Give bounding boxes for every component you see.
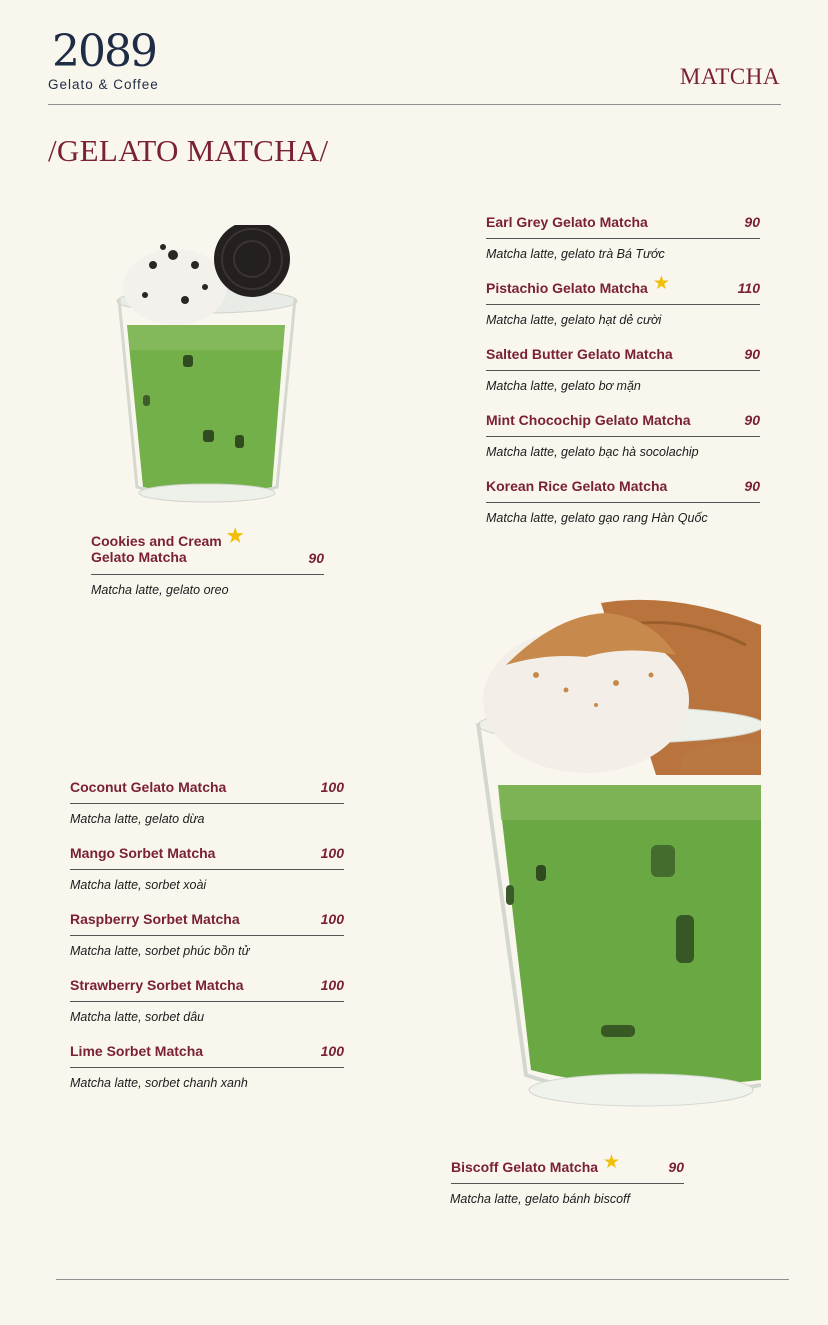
menu-item-price: 100	[320, 1043, 344, 1059]
star-icon: ★	[652, 273, 670, 294]
menu-item-name: Pistachio Gelato Matcha	[486, 280, 648, 296]
menu-item-name: Cookies and Cream	[91, 533, 222, 549]
menu-item-salted-butter	[486, 346, 760, 393]
menu-item-description: Matcha latte, sorbet xoài	[70, 878, 207, 892]
menu-item-earl-grey	[486, 214, 760, 261]
cookies-cream-matcha-image	[115, 225, 300, 510]
menu-item-mango	[70, 845, 344, 892]
footer-divider	[56, 1279, 789, 1280]
brand-logo: 2089	[52, 26, 156, 77]
menu-item-raspberry	[70, 911, 344, 958]
menu-item-lime	[70, 1043, 344, 1090]
menu-item-name: Earl Grey Gelato Matcha	[486, 214, 648, 230]
menu-item-name: Biscoff Gelato Matcha	[451, 1159, 599, 1175]
section-title: /GELATO MATCHA/	[48, 133, 329, 168]
menu-item-price: 90	[744, 478, 760, 494]
menu-item-description: Matcha latte, gelato dừa	[70, 812, 205, 826]
menu-item-name: Salted Butter Gelato Matcha	[486, 346, 673, 362]
menu-item-korean-rice	[486, 478, 760, 525]
menu-item-name: Mango Sorbet Matcha	[70, 845, 216, 861]
menu-item-price: 90	[744, 346, 760, 362]
menu-item-description: Matcha latte, gelato gạo rang Hàn Quốc	[486, 511, 708, 525]
menu-item-strawberry	[70, 977, 344, 1024]
menu-item-price: 100	[320, 911, 344, 927]
header-divider	[48, 104, 781, 105]
menu-item-name: Raspberry Sorbet Matcha	[70, 911, 240, 927]
menu-item-description: Matcha latte, gelato trà Bá Tước	[486, 247, 665, 261]
menu-item-description: Matcha latte, gelato bạc hà socolachip	[486, 445, 699, 459]
menu-item-price: 100	[320, 845, 344, 861]
biscoff-matcha-image	[476, 595, 761, 1115]
menu-item-cookies-cream	[91, 526, 324, 597]
menu-item-price: 90	[308, 550, 324, 566]
menu-item-name: Mint Chocochip Gelato Matcha	[486, 412, 691, 428]
menu-item-description: Matcha latte, gelato oreo	[91, 583, 229, 597]
menu-item-name-line2: Gelato Matcha	[91, 549, 187, 565]
menu-item-price: 110	[737, 280, 760, 296]
menu-item-name: Strawberry Sorbet Matcha	[70, 977, 244, 993]
menu-item-price: 90	[744, 412, 760, 428]
menu-item-name: Korean Rice Gelato Matcha	[486, 478, 668, 494]
menu-item-biscoff	[450, 1152, 684, 1206]
star-icon: ★	[603, 1152, 621, 1173]
menu-item-description: Matcha latte, gelato bơ mặn	[486, 379, 641, 393]
brand-tagline: Gelato & Coffee	[48, 77, 159, 92]
star-icon: ★	[226, 526, 244, 547]
menu-item-price: 90	[668, 1159, 684, 1175]
menu-item-pistachio	[486, 273, 760, 327]
menu-item-name: Coconut Gelato Matcha	[70, 779, 227, 795]
menu-item-description: Matcha latte, sorbet dâu	[70, 1010, 205, 1024]
menu-item-price: 90	[744, 214, 760, 230]
menu-item-description: Matcha latte, sorbet chanh xanh	[70, 1076, 248, 1090]
menu-item-name: Lime Sorbet Matcha	[70, 1043, 204, 1059]
menu-item-price: 100	[320, 977, 344, 993]
menu-item-mint-chocochip	[486, 412, 760, 459]
menu-item-price: 100	[320, 779, 344, 795]
menu-item-coconut	[70, 779, 344, 826]
menu-item-description: Matcha latte, sorbet phúc bồn tử	[70, 944, 250, 958]
menu-item-description: Matcha latte, gelato hạt dẻ cười	[486, 313, 662, 327]
category-title: MATCHA	[679, 64, 780, 89]
menu-item-description: Matcha latte, gelato bánh biscoff	[450, 1192, 630, 1206]
